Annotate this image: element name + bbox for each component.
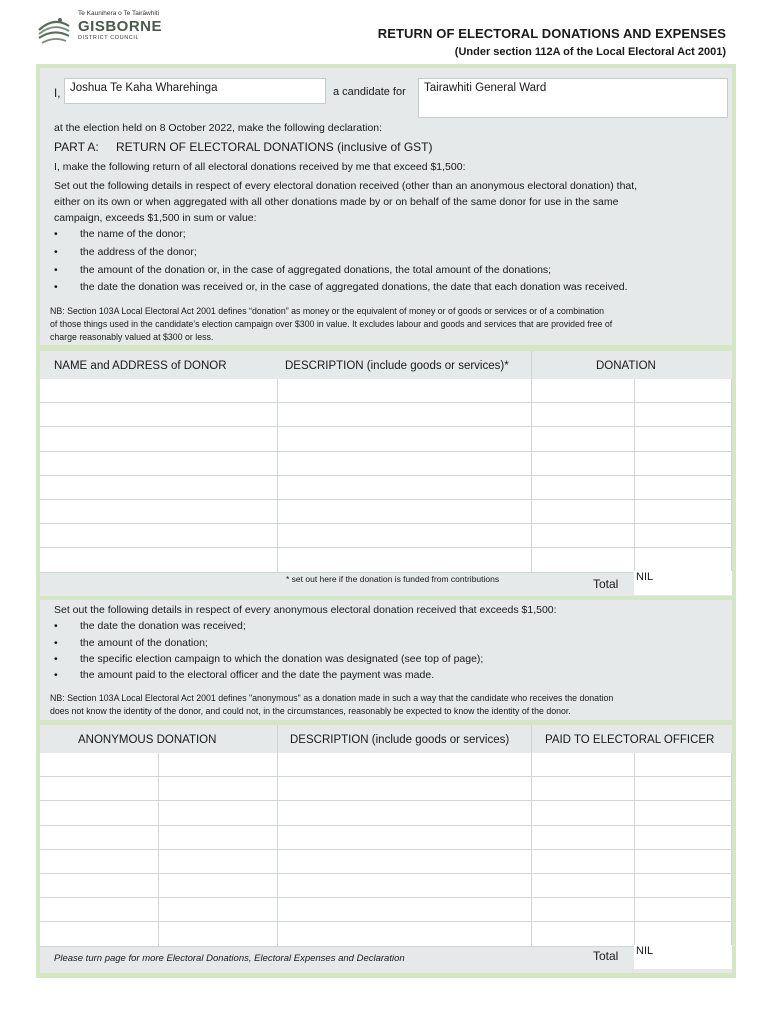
election-line: at the election held on 8 October 2022, make the following declaration: [54, 122, 383, 134]
table-cell[interactable] [40, 777, 159, 801]
table-cell[interactable] [278, 874, 532, 898]
candidate-name-field[interactable]: Joshua Te Kaha Wharehinga [64, 78, 326, 104]
col-header-anonymous: ANONYMOUS DONATION [78, 734, 217, 746]
table-cell[interactable] [40, 850, 159, 874]
table-cell[interactable] [278, 548, 532, 572]
table-cell[interactable] [532, 922, 635, 946]
table-cell[interactable] [40, 452, 278, 476]
i-label: I, [54, 88, 61, 100]
table-cell[interactable] [532, 777, 635, 801]
table-cell[interactable] [40, 548, 278, 572]
document-subtitle: (Under section 112A of the Local Electoral Act 2001) [454, 46, 726, 58]
table-cell[interactable] [635, 777, 732, 801]
col-divider [278, 725, 532, 753]
nb-line: charge reasonably valued at $300 or less. [50, 332, 214, 342]
table-cell[interactable] [159, 801, 278, 825]
table-cell[interactable] [159, 898, 278, 922]
table-cell[interactable] [635, 874, 732, 898]
table-cell[interactable] [40, 500, 278, 524]
table-cell[interactable] [635, 801, 732, 825]
bullet-icon: • [54, 653, 58, 665]
table-cell[interactable] [159, 777, 278, 801]
table-cell[interactable] [278, 427, 532, 451]
table-cell[interactable] [159, 826, 278, 850]
table-cell[interactable] [40, 403, 278, 427]
table-cell[interactable] [278, 476, 532, 500]
table-cell[interactable] [40, 476, 278, 500]
bullet-text: the amount paid to the electoral officer and the date the payment was made. [80, 669, 435, 681]
candidate-for-label: a candidate for [333, 86, 406, 98]
setout-line: campaign, exceeds $1,500 in sum or value: [54, 212, 257, 224]
table-cell[interactable] [40, 524, 278, 548]
table-cell[interactable] [278, 850, 532, 874]
table-cell[interactable] [278, 379, 532, 403]
table-cell[interactable] [40, 826, 159, 850]
nb-line: of those things used in the candidate’s election campaign over $300 in value. It excludes labour and goods and services that are provided free of [50, 319, 613, 329]
table-cell[interactable] [40, 922, 159, 946]
table-cell[interactable] [278, 403, 532, 427]
bullet-text: the name of the donor; [80, 228, 186, 240]
table-cell[interactable] [532, 874, 635, 898]
table-cell[interactable] [278, 524, 532, 548]
total-label: Total [593, 949, 619, 963]
table-cell[interactable] [278, 777, 532, 801]
table-cell[interactable] [532, 379, 635, 403]
logo-swirl-icon [36, 12, 72, 50]
table-cell[interactable] [278, 826, 532, 850]
table-cell[interactable] [159, 922, 278, 946]
table-cell[interactable] [532, 826, 635, 850]
table-cell[interactable] [635, 826, 732, 850]
bullet-text: the amount of the donation or, in the case of aggregated donations, the total amount of the donations; [80, 264, 552, 276]
table-cell[interactable] [635, 548, 732, 572]
bullet-icon: • [54, 228, 58, 240]
table-cell[interactable] [40, 753, 159, 777]
table-cell[interactable] [532, 500, 635, 524]
bullet-text: the amount of the donation; [80, 637, 208, 649]
council-logo [36, 10, 166, 52]
col-header-donation: DONATION [596, 360, 656, 372]
col-header-donor: NAME and ADDRESS of DONOR [54, 360, 227, 372]
table-cell[interactable] [159, 753, 278, 777]
table-cell[interactable] [278, 922, 532, 946]
table-cell[interactable] [635, 922, 732, 946]
table-cell[interactable] [635, 427, 732, 451]
anon-heading: Set out the following details in respect of every anonymous electoral donation received that exceeds $1,500: [54, 604, 557, 616]
total-value-field[interactable]: NIL [634, 571, 732, 595]
setout-line: Set out the following details in respect of every electoral donation received (other than an anonymous electoral donation) that, [54, 180, 638, 192]
bullet-text: the date the donation was received; [80, 620, 246, 632]
col-header-paid: PAID TO ELECTORAL OFFICER [545, 734, 715, 746]
return-line: I, make the following return of all electoral donations received by me that exceed $1,500: [54, 161, 466, 173]
bullet-icon: • [54, 281, 58, 293]
table-cell[interactable] [159, 850, 278, 874]
table-cell[interactable] [532, 403, 635, 427]
table-cell[interactable] [278, 500, 532, 524]
table-cell[interactable] [278, 898, 532, 922]
logo-name: GISBORNE [78, 18, 163, 35]
document-title: RETURN OF ELECTORAL DONATIONS AND EXPENSES [377, 26, 726, 41]
turn-page-note: Please turn page for more Electoral Donations, Electoral Expenses and Declaration [54, 953, 405, 964]
declaration-panel [40, 68, 732, 345]
table-cell[interactable] [40, 427, 278, 451]
table-cell[interactable] [532, 452, 635, 476]
col-header-description: DESCRIPTION (include goods or services)* [285, 360, 509, 372]
table-cell[interactable] [532, 548, 635, 572]
col-header-description: DESCRIPTION (include goods or services) [290, 734, 510, 746]
table-cell[interactable] [532, 850, 635, 874]
bullet-icon: • [54, 246, 58, 258]
table-cell[interactable] [278, 753, 532, 777]
table-cell[interactable] [532, 476, 635, 500]
col-divider [278, 351, 532, 379]
logo-tagline: Te Kaunihera o Te Tairāwhiti [78, 10, 160, 17]
nb-line: does not know the identity of the donor, and could not, in the circumstances, reasonably be expected to know the identity of the donor. [50, 706, 571, 716]
bullet-icon: • [54, 264, 58, 276]
table-cell[interactable] [532, 898, 635, 922]
footnote: * set out here if the donation is funded from contributions [286, 574, 500, 584]
table-cell[interactable] [635, 476, 732, 500]
table-cell[interactable] [635, 524, 732, 548]
table-cell[interactable] [635, 850, 732, 874]
nb-line: NB: Section 103A Local Electoral Act 2001 defines “donation” as money or the equivalent of money or of goods or services or of a combination [50, 306, 605, 316]
table-cell[interactable] [278, 452, 532, 476]
table-cell[interactable] [40, 898, 159, 922]
bullet-icon: • [54, 669, 58, 681]
table-cell[interactable] [40, 379, 278, 403]
table-cell[interactable] [40, 874, 159, 898]
total-label: Total [593, 577, 619, 591]
table-cell[interactable] [159, 874, 278, 898]
table-cell[interactable] [635, 753, 732, 777]
table-cell[interactable] [635, 898, 732, 922]
bullet-text: the date the donation was received or, in the case of aggregated donations, the date that each donation was received. [80, 281, 628, 293]
table-cell[interactable] [532, 753, 635, 777]
anonymous-instructions [40, 600, 732, 720]
table-cell[interactable] [532, 524, 635, 548]
bullet-text: the specific election campaign to which the donation was designated (see top of page); [80, 653, 484, 665]
part-a-title: RETURN OF ELECTORAL DONATIONS (inclusive of GST) [116, 140, 433, 154]
total-value-field[interactable]: NIL [634, 945, 732, 969]
ward-field[interactable]: Tairawhiti General Ward [418, 78, 728, 118]
donations-table [40, 351, 732, 596]
col-divider [40, 725, 278, 753]
table-cell[interactable] [635, 452, 732, 476]
part-a-label: PART A: [54, 140, 99, 154]
table-cell[interactable] [278, 801, 532, 825]
bullet-text: the address of the donor; [80, 246, 197, 258]
table-cell[interactable] [635, 403, 732, 427]
logo-subtitle: DISTRICT COUNCIL [78, 35, 140, 41]
table-cell[interactable] [635, 500, 732, 524]
bullet-icon: • [54, 637, 58, 649]
anonymous-table [40, 725, 732, 973]
table-cell[interactable] [532, 801, 635, 825]
nb-line: NB: Section 103A Local Electoral Act 2001 defines "anonymous" as a donation made in such a way that the candidate who receives the donation [50, 693, 614, 703]
setout-line: either on its own or when aggregated with all other donations made by or on behalf of the same donor for use in the same [54, 196, 619, 208]
table-cell[interactable] [635, 379, 732, 403]
table-cell[interactable] [40, 801, 159, 825]
table-cell[interactable] [532, 427, 635, 451]
bullet-icon: • [54, 620, 58, 632]
